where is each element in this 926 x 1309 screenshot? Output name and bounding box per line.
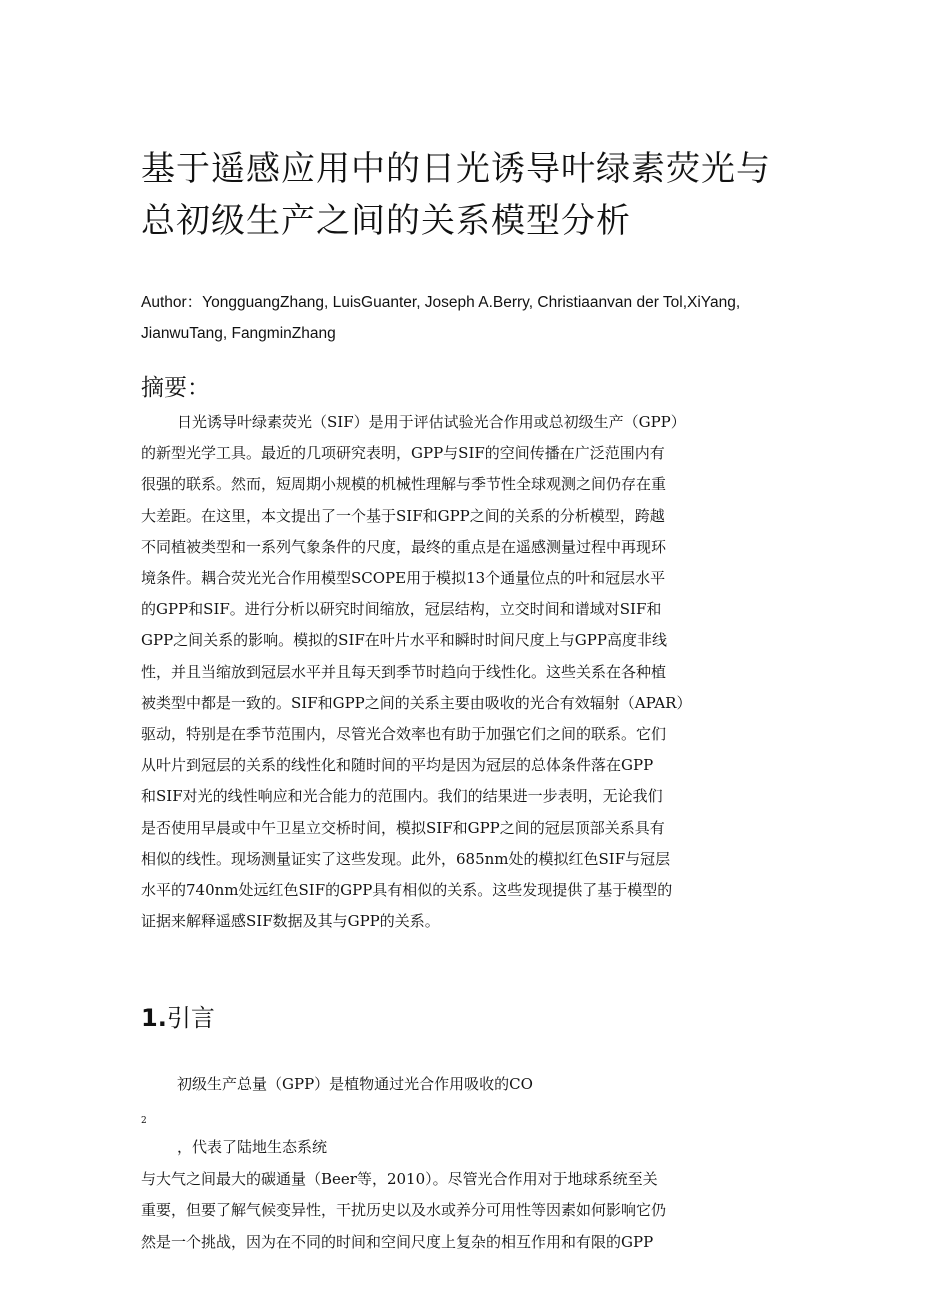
title-line-1: 基于遥感应用中的日光诱导叶绿素荧光与 <box>141 149 771 189</box>
intro-line-1-text: 初级生产总量（GPP）是植物通过光合作用吸收的CO <box>177 1075 533 1093</box>
abstract-line: 日光诱导叶绿素荧光（SIF）是用于评估试验光合作用或总初级生产（GPP） <box>177 413 686 431</box>
abstract-line: 大差距。在这里，本文提出了一个基于SIF和GPP之间的关系的分析模型，跨越 <box>141 506 665 525</box>
title-line-2: 总初级生产之间的关系模型分析 <box>141 201 631 241</box>
abstract-line: 相似的线性。现场测量证实了这些发现。此外，685nm处的模拟红色SIF与冠层 <box>141 849 671 868</box>
author-line-1: Author：YongguangZhang, LuisGuanter, Joseph A.Berry, Christiaanvan der Tol,XiYang, <box>141 294 741 311</box>
author-list <box>141 287 801 349</box>
abstract-line: 性，并且当缩放到冠层水平并且每天到季节时趋向于线性化。这些关系在各种植 <box>141 662 667 681</box>
abstract-line: 被类型中都是一致的。SIF和GPP之间的关系主要由吸收的光合有效辐射（APAR） <box>141 693 692 712</box>
section-title: 引言 <box>166 1004 215 1032</box>
intro-line <box>141 1069 789 1164</box>
author-line-2: JianwuTang, FangminZhang <box>141 325 336 342</box>
paper-title <box>141 143 789 247</box>
abstract-body <box>141 407 789 937</box>
abstract-line: 境条件。耦合荧光光合作用模型SCOPE用于模拟13个通量位点的叶和冠层水平 <box>141 569 666 588</box>
subscript-2: 2 <box>141 1115 147 1126</box>
intro-line: 然是一个挑战，因为在不同的时间和空间尺度上复杂的相互作用和有限的GPP <box>141 1232 654 1251</box>
introduction-body <box>141 1069 789 1259</box>
abstract-line: 从叶片到冠层的关系的线性化和随时间的平均是因为冠层的总体条件落在GPP <box>141 756 654 775</box>
abstract-line: 很强的联系。然而，短周期小规模的机械性理解与季节性全球观测之间仍存在重 <box>141 475 667 494</box>
intro-line: 与大气之间最大的碳通量（Beer等，2010）。尽管光合作用对于地球系统至关 <box>141 1169 658 1188</box>
intro-line: 重要，但要了解气候变异性，干扰历史以及水或养分可用性等因素如何影响它仍 <box>141 1201 667 1220</box>
abstract-line: 的新型光学工具。最近的几项研究表明，GPP与SIF的空间传播在广泛范围内有 <box>141 444 665 463</box>
abstract-line: 证据来解释遥感SIF数据及其与GPP的关系。 <box>141 912 440 931</box>
abstract-line: 不同植被类型和一系列气象条件的尺度，最终的重点是在遥感测量过程中再现环 <box>141 537 667 556</box>
abstract-line: 水平的740nm处远红色SIF的GPP具有相似的关系。这些发现提供了基于模型的 <box>141 881 673 900</box>
abstract-line: 是否使用早晨或中午卫星立交桥时间，模拟SIF和GPP之间的冠层顶部关系具有 <box>141 818 665 837</box>
abstract-line: GPP之间关系的影响。模拟的SIF在叶片水平和瞬时时间尺度上与GPP高度非线 <box>141 631 667 650</box>
abstract-line: 的GPP和SIF。进行分析以研究时间缩放，冠层结构，立交时间和谱域对SIF和 <box>141 600 662 619</box>
section-heading-introduction <box>141 998 215 1038</box>
abstract-line: 驱动，特别是在季节范围内，尽管光合效率也有助于加强它们之间的联系。它们 <box>141 725 667 744</box>
abstract-line: 和SIF对光的线性响应和光合能力的范围内。我们的结果进一步表明，无论我们 <box>141 787 663 806</box>
section-number: 1. <box>141 1004 167 1032</box>
intro-line-1-tail: ，代表了陆地生态系统 <box>177 1138 328 1157</box>
abstract-heading: 摘要： <box>141 375 210 401</box>
